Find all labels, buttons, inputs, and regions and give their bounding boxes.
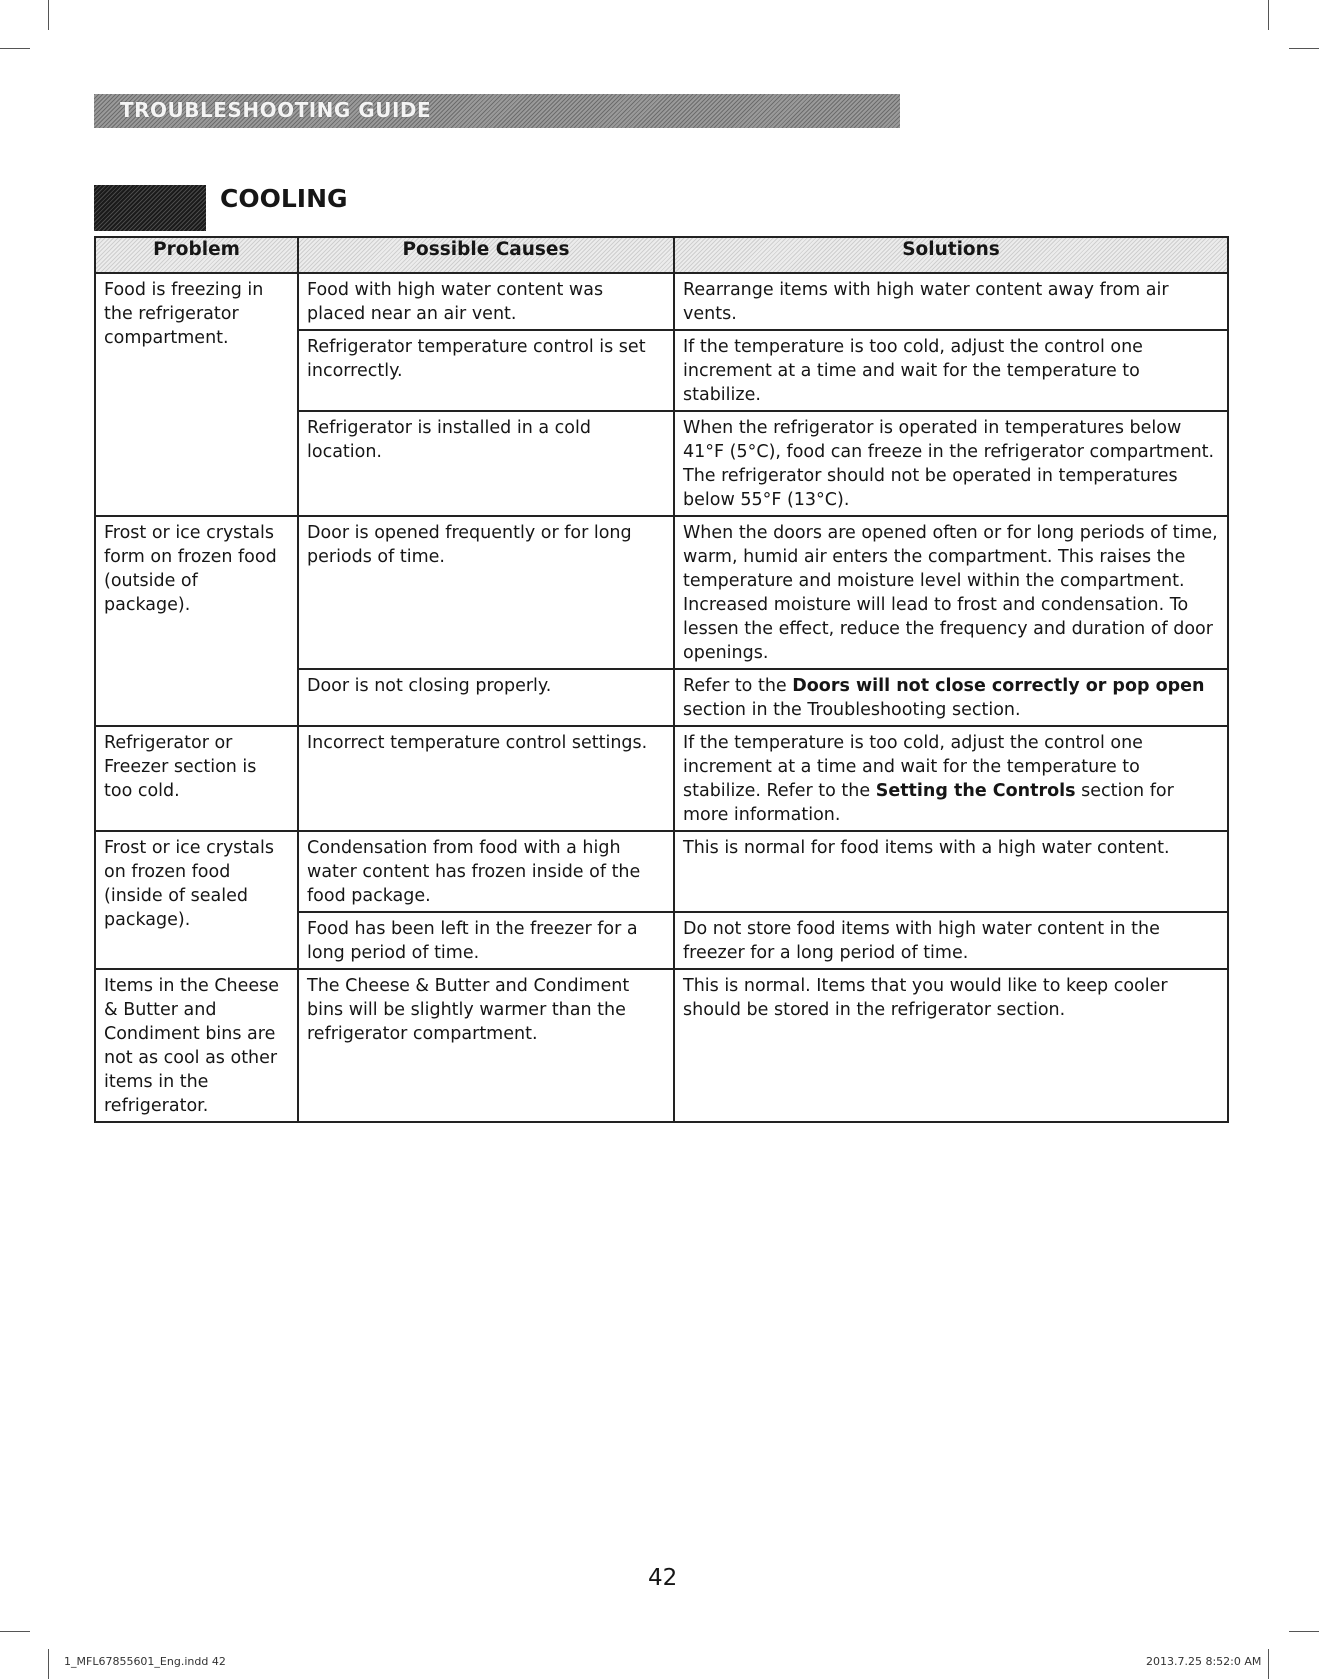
table-row — [95, 273, 1228, 330]
problem-cell: Frost or ice crystals form on frozen food (outside of package). — [95, 516, 298, 726]
troubleshooting-table — [94, 236, 1229, 1123]
section-header-bar — [94, 94, 900, 128]
section-reference: Doors will not close correctly or pop open — [792, 676, 1205, 696]
solution-cell: This is normal. Items that you would like to keep cooler should be stored in the refrigerator section. — [674, 969, 1228, 1122]
cause-cell: Refrigerator temperature control is set incorrectly. — [298, 330, 674, 411]
solution-cell: Rearrange items with high water content away from air vents. — [674, 273, 1228, 330]
table-row — [95, 516, 1228, 669]
cause-cell: Incorrect temperature control settings. — [298, 726, 674, 831]
solution-cell: This is normal for food items with a high water content. — [674, 831, 1228, 912]
footer-file-name: 1_MFL67855601_Eng.indd 42 — [64, 1655, 226, 1668]
problem-cell: Food is freezing in the refrigerator compartment. — [95, 273, 298, 516]
crop-mark — [0, 1631, 30, 1632]
table-header-row — [95, 237, 1228, 273]
table-row — [95, 726, 1228, 831]
problem-cell: Frost or ice crystals on frozen food (inside of sealed package). — [95, 831, 298, 969]
column-header-problem: Problem — [95, 237, 298, 273]
cause-cell: Food with high water content was placed near an air vent. — [298, 273, 674, 330]
cause-cell: Refrigerator is installed in a cold location. — [298, 411, 674, 516]
solution-cell — [674, 726, 1228, 831]
crop-mark — [1268, 0, 1269, 30]
column-header-solutions: Solutions — [674, 237, 1228, 273]
section-title: COOLING — [220, 184, 348, 213]
cause-cell: The Cheese & Butter and Condiment bins will be slightly warmer than the refrigerator compartment. — [298, 969, 674, 1122]
solution-text: section for more information. — [683, 781, 1174, 825]
crop-mark — [1289, 1631, 1319, 1632]
column-header-causes: Possible Causes — [298, 237, 674, 273]
section-marker — [94, 185, 206, 231]
page-number: 42 — [648, 1565, 678, 1591]
guide-title: TROUBLESHOOTING GUIDE — [120, 98, 432, 122]
solution-cell: When the doors are opened often or for long periods of time, warm, humid air enters the compartment. This raises the temperature and moisture level within the compartment. Increased moisture will lead to frost and condensation. To lessen the effect, reduce the frequency and duration of door openings. — [674, 516, 1228, 669]
cause-cell: Food has been left in the freezer for a long period of time. — [298, 912, 674, 969]
solution-cell: If the temperature is too cold, adjust the control one increment at a time and wait for the temperature to stabilize. — [674, 330, 1228, 411]
solution-text: If the temperature is too cold, adjust the control one increment at a time and wait for the temperature to stabilize. Refer to the — [683, 733, 1143, 801]
crop-mark — [0, 48, 30, 49]
cause-cell: Condensation from food with a high water content has frozen inside of the food package. — [298, 831, 674, 912]
crop-mark — [48, 0, 49, 30]
problem-cell: Items in the Cheese & Butter and Condiment bins are not as cool as other items in the refrigerator. — [95, 969, 298, 1122]
crop-mark — [1268, 1649, 1269, 1679]
solution-cell: Do not store food items with high water content in the freezer for a long period of time. — [674, 912, 1228, 969]
table-row — [95, 831, 1228, 912]
table-row — [95, 969, 1228, 1122]
cause-cell: Door is not closing properly. — [298, 669, 674, 726]
solution-cell — [674, 669, 1228, 726]
footer-timestamp: 2013.7.25 8:52:0 AM — [1146, 1655, 1262, 1668]
solution-text: section in the Troubleshooting section. — [683, 700, 1021, 720]
problem-cell: Refrigerator or Freezer section is too cold. — [95, 726, 298, 831]
section-reference: Setting the Controls — [875, 781, 1076, 801]
cause-cell: Door is opened frequently or for long periods of time. — [298, 516, 674, 669]
crop-mark — [48, 1649, 49, 1679]
solution-text: Refer to the — [683, 676, 793, 696]
solution-cell: When the refrigerator is operated in temperatures below 41°F (5°C), food can freeze in the refrigerator compartment. The refrigerator should not be operated in temperatures below 55°F (13°C). — [674, 411, 1228, 516]
crop-mark — [1289, 48, 1319, 49]
